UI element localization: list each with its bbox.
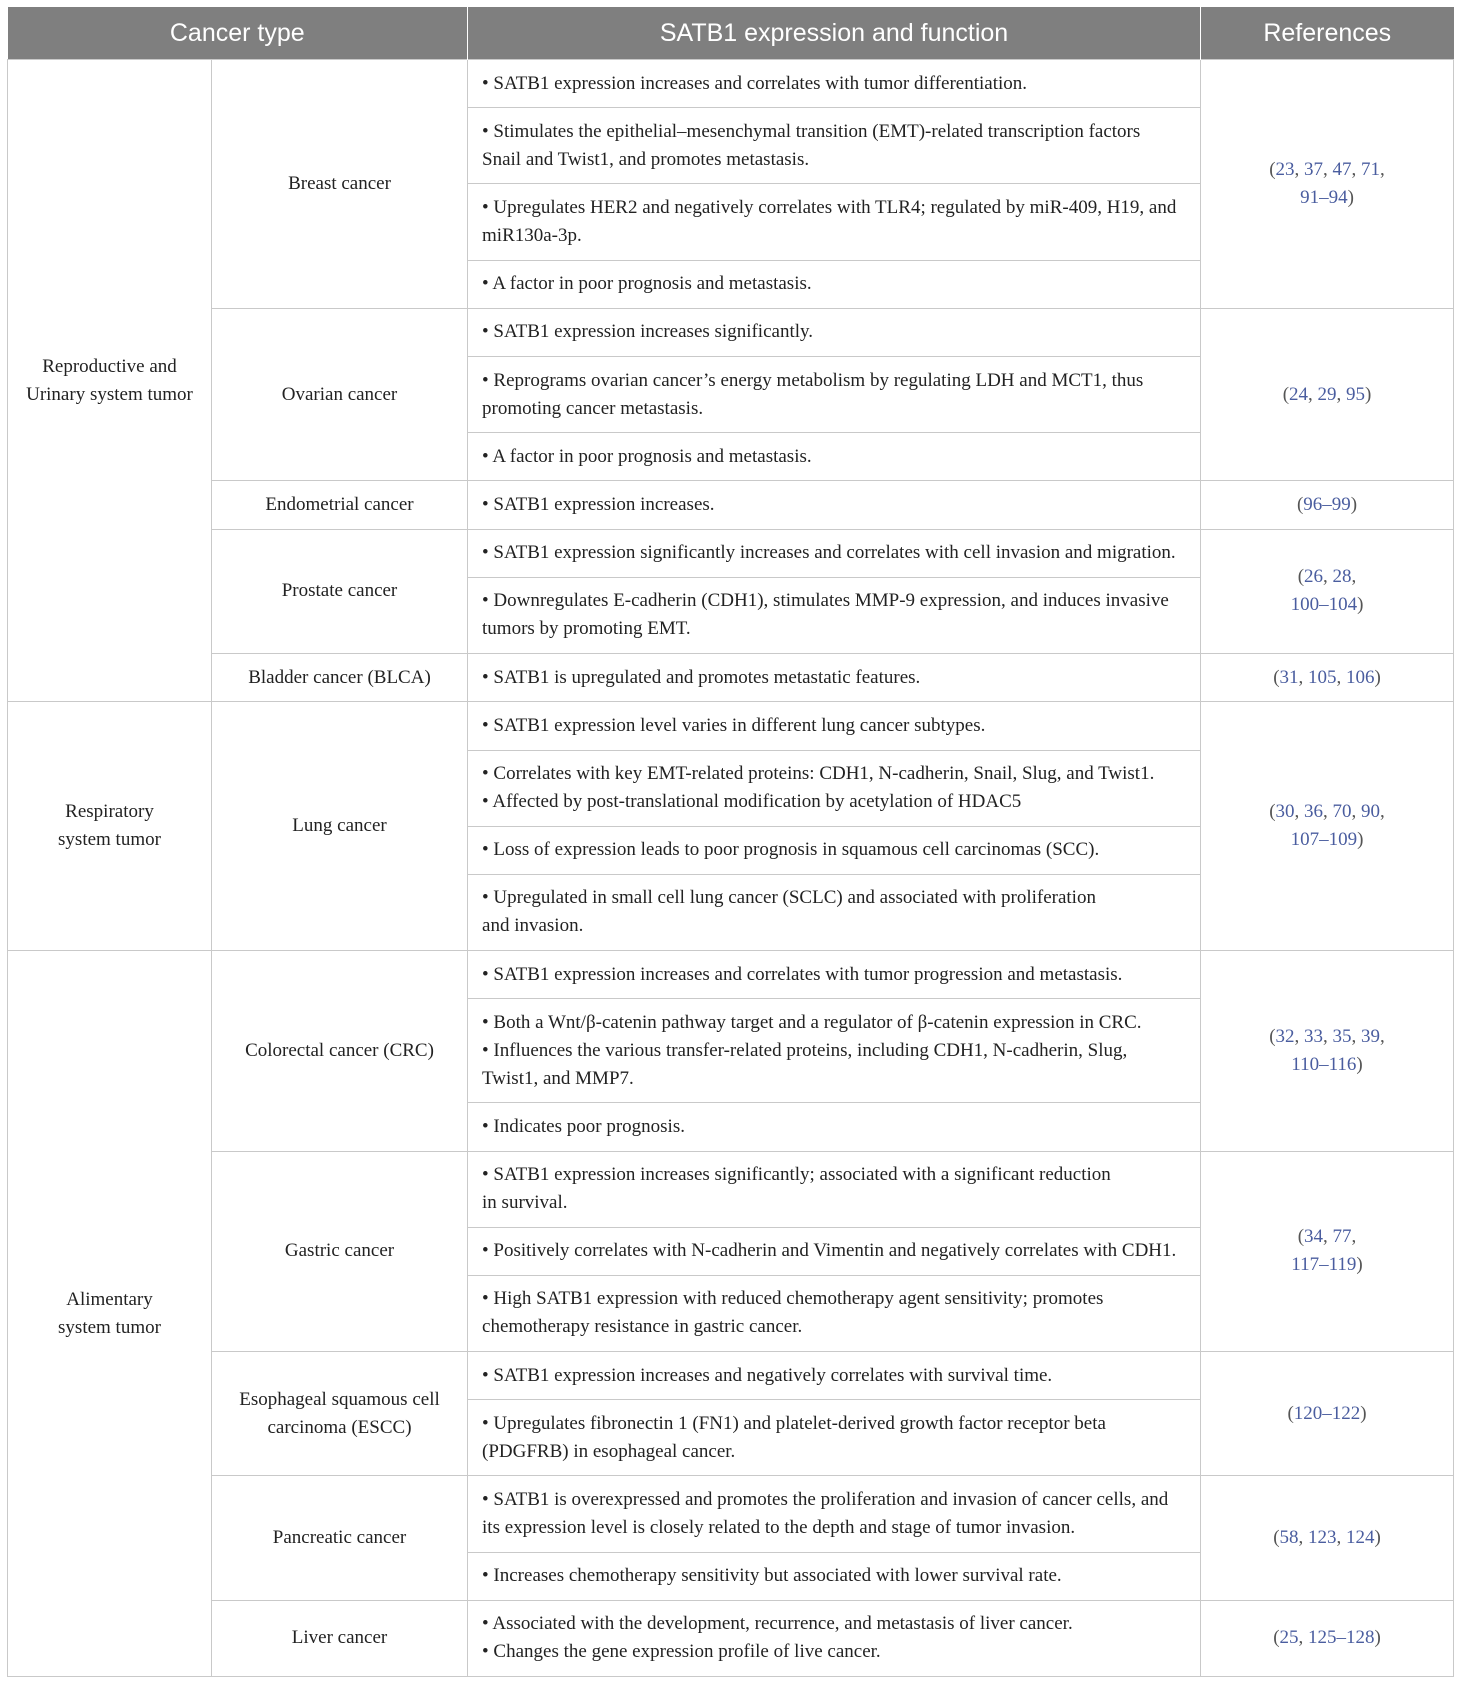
reference-line [1215,1524,1439,1552]
reference-line [1215,591,1439,619]
feature-text: • Downregulates E-cadherin (CDH1), stimulates MMP-9 expression, and induces invasive [482,590,1169,612]
reference-number: 96–99 [1303,494,1351,515]
cancer-type-cell [212,60,468,309]
cancer-type-label: Prostate cancer [281,580,398,602]
references-cell [1201,529,1454,653]
table-row [8,60,1454,108]
feature-text: • Correlates with key EMT-related proteins: CDH1, N-cadherin, Snail, Slug, and Twist1. [482,763,1155,785]
cancer-type-cell [212,481,468,529]
references-cell [1201,308,1454,481]
reference-punct: ( [1296,494,1304,515]
feature-cell [468,1476,1201,1552]
references-cell [1201,654,1454,702]
reference-punct: ) [1374,1627,1381,1649]
reference-punct: ( [1273,1527,1280,1549]
table-row [8,1600,1454,1676]
reference-punct: , [1336,1527,1347,1549]
feature-text: • A factor in poor prognosis and metastasis. [482,445,812,467]
cancer-type-label: Liver cancer [291,1627,388,1649]
reference-number: 25 [1279,1627,1299,1649]
references-cell [1201,60,1454,309]
feature-cell [468,1552,1201,1600]
feature-cell [468,951,1201,999]
feature-cell [468,184,1201,260]
reference-number: 31 [1279,666,1299,688]
reference-punct: ) [1357,594,1364,616]
feature-text: • High SATB1 expression with reduced chemotherapy agent sensitivity; promotes [482,1288,1104,1310]
feature-text: • Upregulates fibronectin 1 (FN1) and platelet-derived growth factor receptor beta [482,1412,1106,1434]
feature-cell [468,433,1201,481]
feature-text: • Both a Wnt/β-catenin pathway target and a regulator of β-catenin expression in CRC. [482,1011,1142,1033]
feature-text: in survival. [482,1192,568,1214]
reference-punct: , [1298,666,1309,688]
feature-text: Snail and Twist1, and promotes metastasis. [482,148,810,170]
table-row [8,951,1454,999]
feature-cell [468,1227,1201,1275]
cancer-type-cell [212,1476,468,1600]
feature-text: • Changes the gene expression profile of live cancer. [482,1641,881,1663]
reference-punct: ) [1374,666,1381,688]
reference-punct: , [1323,801,1333,823]
cancer-type-cell [212,702,468,951]
reference-line [1215,1223,1439,1251]
reference-number: 100–104 [1290,594,1358,616]
reference-punct: , [1323,1025,1333,1047]
reference-punct: , [1298,1527,1309,1549]
table-row [8,702,1454,750]
reference-number: 24 [1289,383,1309,405]
feature-text: • SATB1 expression increases. [482,494,715,515]
reference-line [1215,381,1439,409]
feature-cell [468,750,1201,826]
feature-text: • A factor in poor prognosis and metastasis. [482,273,812,295]
reference-line [1215,1251,1439,1279]
cancer-type-cell [212,1151,468,1352]
reference-punct: , [1351,801,1362,823]
reference-line [1215,184,1439,212]
cancer-type-cell [212,1352,468,1476]
reference-punct: , [1323,566,1333,588]
feature-text: Twist1, and MMP7. [482,1067,634,1089]
reference-number: 124 [1346,1527,1375,1549]
cancer-type-label: Ovarian cancer [281,383,398,405]
reference-punct: ) [1357,829,1364,851]
feature-cell [468,1400,1201,1476]
feature-text: its expression level is closely related to the depth and stage of tumor invasion. [482,1516,1076,1538]
feature-text: • SATB1 expression increases and negatively correlates with survival time. [482,1364,1053,1386]
reference-punct: , [1380,1025,1385,1047]
reference-punct: , [1351,566,1357,588]
cancer-type-label: Bladder cancer (BLCA) [248,666,431,688]
feature-text: • Associated with the development, recurrence, and metastasis of liver cancer. [482,1613,1073,1635]
reference-punct: , [1294,158,1305,180]
reference-punct: ) [1356,1254,1363,1276]
reference-punct: ( [1287,1402,1294,1424]
reference-number: 23 [1275,158,1295,180]
cancer-type-label: Gastric cancer [284,1240,395,1262]
header-satb1-function: SATB1 expression and function [468,7,1201,60]
feature-cell [468,874,1201,950]
feature-text: miR130a-3p. [482,224,582,246]
reference-punct: , [1351,1025,1362,1047]
reference-punct: , [1351,1226,1357,1248]
feature-cell [468,529,1201,577]
system-category-label: Respiratory [65,801,154,823]
feature-text: • SATB1 expression increases significantly; associated with a significant reduction [482,1164,1111,1186]
reference-punct: ( [1273,1627,1280,1649]
reference-punct: , [1336,383,1347,405]
feature-cell [468,481,1201,529]
reference-punct: , [1308,383,1318,405]
system-category-label: Urinary system tumor [26,383,193,405]
feature-text: and invasion. [482,915,584,937]
feature-text: • SATB1 expression increases significantly. [482,321,814,343]
reference-punct: , [1380,158,1385,180]
feature-cell [468,108,1201,184]
reference-punct: ( [1297,566,1305,588]
reference-punct: , [1380,801,1385,823]
reference-punct: , [1298,1627,1309,1649]
feature-cell [468,999,1201,1103]
reference-line [1215,1400,1439,1428]
references-cell [1201,1151,1454,1352]
feature-cell [468,826,1201,874]
reference-number: 123 [1308,1527,1337,1549]
feature-text: • Affected by post-translational modification by acetylation of HDAC5 [482,791,1022,813]
feature-cell [468,1275,1201,1351]
reference-punct: ( [1273,666,1280,688]
feature-cell [468,1352,1201,1400]
reference-punct: , [1294,801,1305,823]
reference-line [1215,1051,1439,1079]
reference-line [1215,1624,1439,1652]
cancer-type-cell [212,529,468,653]
reference-punct: , [1336,666,1347,688]
reference-line [1215,1023,1439,1051]
cancer-type-label: Esophageal squamous cell [239,1388,440,1410]
reference-punct: ) [1347,186,1354,208]
feature-text: • Increases chemotherapy sensitivity but associated with lower survival rate. [482,1565,1062,1587]
reference-number: 106 [1346,666,1375,688]
system-category-label: system tumor [58,829,161,851]
feature-text: promoting cancer metastasis. [482,397,704,419]
feature-text: • Stimulates the epithelial–mesenchymal transition (EMT)-related transcription factors [482,120,1141,142]
reference-punct: ( [1269,801,1276,823]
feature-cell [468,1151,1201,1227]
feature-text: • Upregulates HER2 and negatively correlates with TLR4; regulated by miR-409, H19, and [482,196,1177,218]
feature-text: • Reprograms ovarian cancer’s energy metabolism by regulating LDH and MCT1, thus [482,369,1144,391]
feature-cell [468,654,1201,702]
reference-number: 58 [1279,1527,1299,1549]
reference-line [1215,664,1439,692]
table-row [8,529,1454,577]
feature-text: tumors by promoting EMT. [482,618,691,640]
feature-cell [468,1600,1201,1676]
reference-number: 71 [1361,158,1381,180]
system-category-label: Alimentary [66,1288,153,1310]
feature-cell [468,260,1201,308]
reference-number: 117–119 [1291,1254,1357,1276]
feature-cell [468,60,1201,108]
system-category-cell [8,951,212,1677]
feature-text: • SATB1 is upregulated and promotes metastatic features. [482,666,921,688]
references-cell [1201,951,1454,1152]
reference-punct: , [1323,1226,1333,1248]
header-row [8,7,1454,60]
feature-text: • SATB1 expression significantly increases and correlates with cell invasion and migration. [482,542,1176,564]
reference-number: 37 [1304,158,1324,180]
system-category-label: Reproductive and [42,355,177,377]
reference-number: 47 [1332,158,1352,180]
table-row [8,1352,1454,1400]
reference-number: 36 [1304,801,1324,823]
feature-text: • SATB1 expression level varies in different lung cancer subtypes. [482,714,986,736]
header-references: References [1201,7,1454,60]
reference-number: 28 [1332,566,1352,588]
references-cell [1201,702,1454,951]
feature-text: (PDGFRB) in esophageal cancer. [482,1440,736,1462]
reference-number: 120–122 [1293,1402,1361,1424]
table-row [8,308,1454,356]
header-cancer-type: Cancer type [8,7,468,60]
reference-number: 39 [1361,1025,1381,1047]
cancer-type-cell [212,308,468,481]
cancer-type-cell [212,1600,468,1676]
reference-punct: ( [1269,158,1276,180]
reference-number: 95 [1346,383,1366,405]
cancer-type-cell [212,951,468,1152]
feature-text: • Positively correlates with N-cadherin and Vimentin and negatively correlates with CDH1. [482,1240,1177,1262]
cancer-type-label: Colorectal cancer (CRC) [245,1039,434,1061]
feature-text: • SATB1 is overexpressed and promotes the proliferation and invasion of cancer cells, and [482,1488,1169,1510]
reference-punct: ( [1269,1025,1276,1047]
references-cell [1201,1476,1454,1600]
cancer-type-cell [212,654,468,702]
cancer-type-label: Endometrial cancer [265,494,414,515]
table-row [8,654,1454,702]
feature-cell [468,308,1201,356]
reference-punct: ) [1350,494,1358,515]
reference-number: 32 [1275,1025,1295,1047]
cancer-type-label: carcinoma (ESCC) [267,1416,412,1438]
reference-punct: ( [1297,1226,1305,1248]
feature-cell [468,702,1201,750]
table-body [8,60,1454,1677]
cancer-type-label: Pancreatic cancer [272,1527,407,1549]
reference-number: 77 [1332,1226,1352,1248]
feature-cell [468,357,1201,433]
reference-line [1215,826,1439,854]
reference-number: 33 [1304,1025,1324,1047]
reference-number: 70 [1332,801,1352,823]
reference-line [1215,491,1439,519]
cancer-type-label: Breast cancer [288,172,391,194]
reference-number: 105 [1308,666,1337,688]
reference-punct: ) [1365,383,1372,405]
system-category-cell [8,702,212,951]
reference-line [1215,798,1439,826]
reference-line [1215,563,1439,591]
reference-punct: ) [1356,1053,1363,1075]
feature-text: • Loss of expression leads to poor prognosis in squamous cell carcinomas (SCC). [482,839,1100,861]
cancer-type-label: Lung cancer [292,815,387,837]
table-row [8,1476,1454,1552]
feature-text: • SATB1 expression increases and correlates with tumor progression and metastasis. [482,963,1123,985]
reference-number: 107–109 [1290,829,1358,851]
reference-number: 29 [1317,383,1337,405]
satb1-cancer-table [7,7,1454,1677]
reference-number: 35 [1332,1025,1352,1047]
references-cell [1201,1352,1454,1476]
reference-number: 90 [1361,801,1381,823]
reference-line [1215,156,1439,184]
feature-text: • Indicates poor prognosis. [482,1115,685,1137]
reference-punct: , [1294,1025,1305,1047]
feature-text: chemotherapy resistance in gastric cancer. [482,1316,803,1338]
system-category-cell [8,60,212,702]
reference-number: 125–128 [1308,1627,1375,1649]
feature-cell [468,577,1201,653]
references-cell [1201,1600,1454,1676]
reference-punct: ) [1360,1402,1367,1424]
reference-punct: , [1351,158,1362,180]
reference-punct: ( [1282,383,1290,405]
reference-number: 91–94 [1300,186,1348,208]
references-cell [1201,481,1454,529]
reference-punct: , [1323,158,1333,180]
feature-text: • SATB1 expression increases and correlates with tumor differentiation. [482,72,1028,94]
table-row [8,1151,1454,1227]
reference-number: 34 [1304,1226,1324,1248]
reference-number: 110–116 [1291,1053,1357,1075]
reference-punct: ) [1374,1527,1381,1549]
feature-text: • Upregulated in small cell lung cancer (SCLC) and associated with proliferation [482,887,1096,909]
reference-number: 26 [1304,566,1324,588]
feature-cell [468,1103,1201,1151]
feature-text: • Influences the various transfer-related proteins, including CDH1, N-cadherin, Slug, [482,1039,1128,1061]
system-category-label: system tumor [58,1316,161,1338]
table-row [8,481,1454,529]
reference-number: 30 [1275,801,1295,823]
